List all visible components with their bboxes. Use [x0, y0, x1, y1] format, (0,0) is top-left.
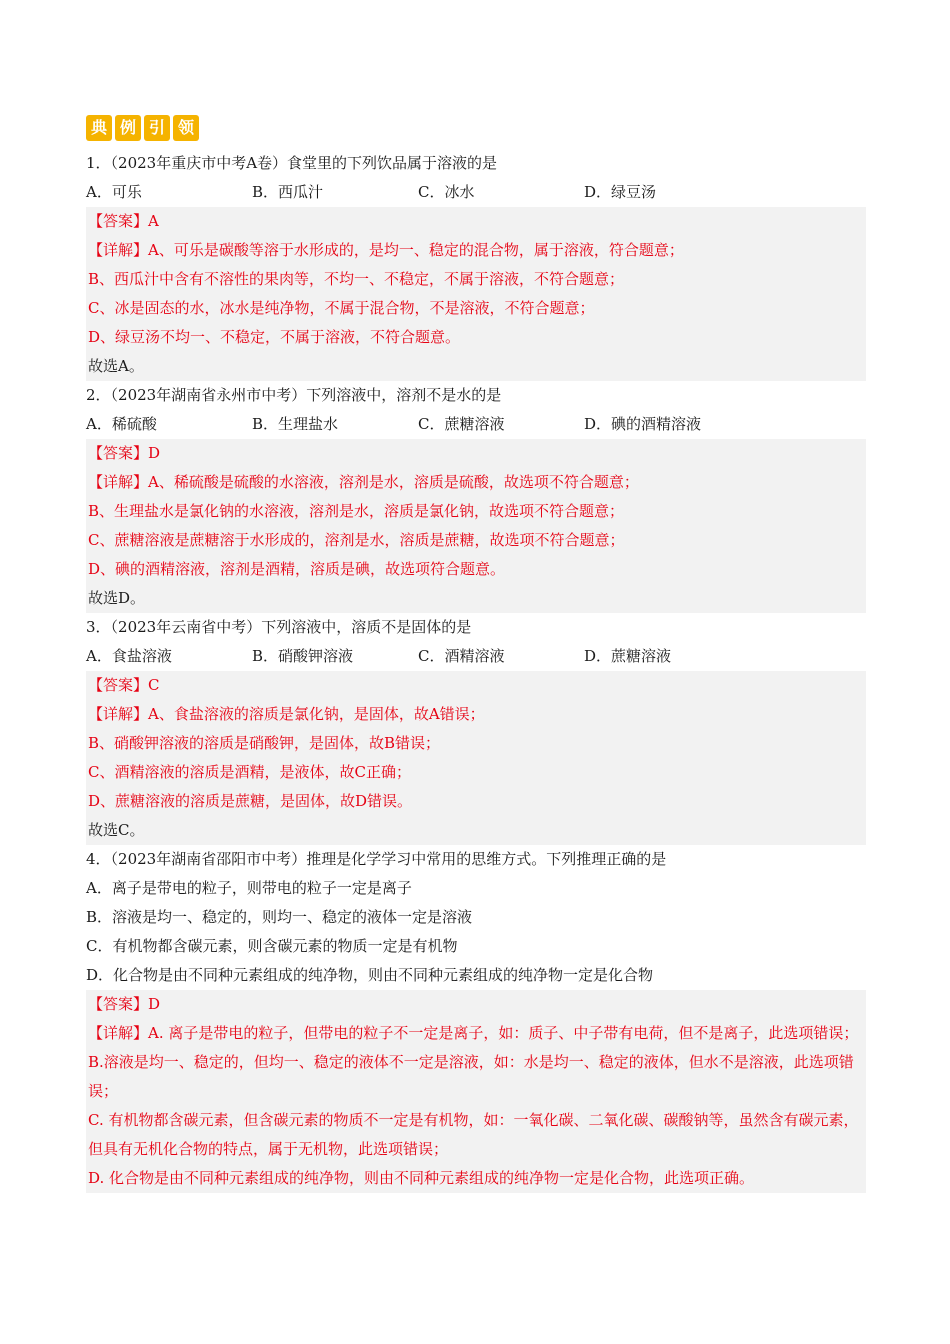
option: A．稀硫酸 [86, 415, 157, 433]
question-4 [86, 845, 866, 1193]
detail-line: C、酒精溶液的溶质是酒精，是液体，故C正确； [88, 763, 411, 781]
question-2 [86, 381, 866, 613]
question-stem: 3．（2023年云南省中考）下列溶液中，溶质不是固体的是 [86, 618, 472, 636]
option: C．蔗糖溶液 [418, 415, 505, 433]
answer-value: D [148, 444, 161, 462]
final-answer: 故选A。 [88, 357, 144, 375]
detail-line: B、硝酸钾溶液的溶质是硝酸钾，是固体，故B错误； [88, 734, 441, 752]
option: B．溶液是均一、稳定的，则均一、稳定的液体一定是溶液 [86, 908, 473, 926]
detail-line: B、西瓜汁中含有不溶性的果肉等，不均一、不稳定，不属于溶液，不符合题意； [88, 270, 625, 288]
option: A．离子是带电的粒子，则带电的粒子一定是离子 [86, 879, 412, 897]
detail-line: A. 离子是带电的粒子，但带电的粒子不一定是离子，如：质子、中子带有电荷，但不是离子，此选项错误； [148, 1024, 859, 1042]
detail-tag: 【详解】 [88, 1024, 149, 1042]
detail-line: C、冰是固态的水，冰水是纯净物，不属于混合物，不是溶液，不符合题意； [88, 299, 595, 317]
detail-line: C. 有机物都含碳元素，但含碳元素的物质不一定是有机物，如：一氧化碳、二氧化碳、碳酸钠等，虽然含有碳元素，但具有无机化合物的特点，属于无机物，此选项错误； [88, 1111, 859, 1158]
answer-block [86, 990, 866, 1193]
answer-value: A [148, 212, 159, 230]
question-options [86, 178, 866, 207]
answer-tag: 【答案】 [88, 995, 149, 1013]
detail-line: C、蔗糖溶液是蔗糖溶于水形成的，溶剂是水，溶质是蔗糖，故选项不符合题意； [88, 531, 625, 549]
heading-char: 例 [115, 115, 141, 141]
detail-line: D. 化合物是由不同种元素组成的纯净物，则由不同种元素组成的纯净物一定是化合物，此选项正确。 [88, 1169, 755, 1187]
answer-block [86, 207, 866, 381]
option: D．蔗糖溶液 [584, 647, 672, 665]
option: B．硝酸钾溶液 [252, 647, 354, 665]
detail-tag: 【详解】 [88, 705, 149, 723]
detail-line: A、可乐是碳酸等溶于水形成的，是均一、稳定的混合物，属于溶液，符合题意； [148, 241, 684, 259]
detail-line: A、稀硫酸是硫酸的水溶液，溶剂是水，溶质是硫酸，故选项不符合题意； [148, 473, 639, 491]
question-stem: 1．（2023年重庆市中考A卷）食堂里的下列饮品属于溶液的是 [86, 154, 498, 172]
question-options [86, 410, 866, 439]
option: D．化合物是由不同种元素组成的纯净物，则由不同种元素组成的纯净物一定是化合物 [86, 966, 654, 984]
option: B．生理盐水 [252, 415, 339, 433]
heading-char: 典 [86, 115, 112, 141]
answer-tag: 【答案】 [88, 212, 149, 230]
detail-tag: 【详解】 [88, 473, 149, 491]
option: B．西瓜汁 [252, 183, 324, 201]
option: D．绿豆汤 [584, 183, 657, 201]
question-1 [86, 149, 866, 381]
heading-char: 引 [144, 115, 170, 141]
option: A．食盐溶液 [86, 647, 172, 665]
detail-line: D、绿豆汤不均一、不稳定，不属于溶液，不符合题意。 [88, 328, 461, 346]
question-options [86, 642, 866, 671]
section-heading [86, 115, 866, 141]
detail-line: B.溶液是均一、稳定的，但均一、稳定的液体不一定是溶液，如：水是均一、稳定的液体，但水不是溶液，此选项错误； [88, 1053, 854, 1100]
answer-value: C [148, 676, 160, 694]
question-stem: 4．（2023年湖南省邵阳市中考）推理是化学学习中常用的思维方式。下列推理正确的是 [86, 850, 667, 868]
question-3 [86, 613, 866, 845]
detail-line: B、生理盐水是氯化钠的水溶液，溶剂是水，溶质是氯化钠，故选项不符合题意； [88, 502, 625, 520]
answer-block [86, 671, 866, 845]
option: C．有机物都含碳元素，则含碳元素的物质一定是有机物 [86, 937, 458, 955]
option: A．可乐 [86, 183, 142, 201]
option: C．酒精溶液 [418, 647, 505, 665]
document-body [86, 115, 866, 1193]
detail-tag: 【详解】 [88, 241, 149, 259]
answer-tag: 【答案】 [88, 676, 149, 694]
answer-tag: 【答案】 [88, 444, 149, 462]
answer-block [86, 439, 866, 613]
final-answer: 故选C。 [88, 821, 145, 839]
heading-char: 领 [173, 115, 199, 141]
answer-value: D [148, 995, 161, 1013]
final-answer: 故选D。 [88, 589, 146, 607]
detail-line: A、食盐溶液的溶质是氯化钠，是固体，故A错误； [148, 705, 485, 723]
option: D．碘的酒精溶液 [584, 415, 702, 433]
option: C．冰水 [418, 183, 475, 201]
question-stem: 2．（2023年湖南省永州市中考）下列溶液中，溶剂不是水的是 [86, 386, 502, 404]
detail-line: D、蔗糖溶液的溶质是蔗糖，是固体，故D错误。 [88, 792, 413, 810]
detail-line: D、碘的酒精溶液，溶剂是酒精，溶质是碘，故选项符合题意。 [88, 560, 506, 578]
